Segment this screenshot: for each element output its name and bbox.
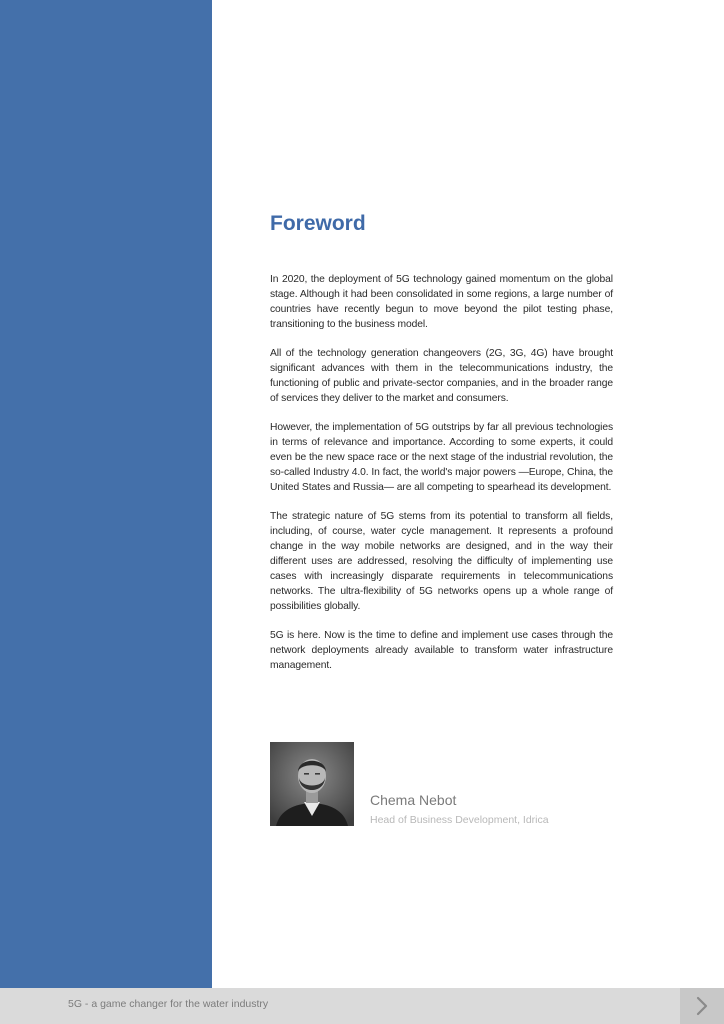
page-footer [0, 988, 724, 1024]
paragraph: However, the implementation of 5G outstrips by far all previous technologies in terms of relevance and importance. According to some experts, it could even be the new space race or the next stage of the industrial revolution, the so-called Industry 4.0. In fact, the world's major powers —Europe, China, the United States and Russia— are all competing to spearhead its development. [270, 422, 613, 493]
paragraph: In 2020, the deployment of 5G technology gained momentum on the global stage. Although it had been consolidated in some regions, a large number of countries have recently begun to move beyond the pilot testing phase, transitioning to the business model. [270, 274, 613, 330]
author-photo [270, 742, 354, 826]
chevron-right-icon [694, 996, 710, 1016]
author-role: Head of Business Development, Idrica [370, 814, 549, 826]
paragraph: All of the technology generation changeovers (2G, 3G, 4G) have brought significant advances with them in the telecommunications industry, the functioning of public and private-sector companies, and in the broader range of services they deliver to the market and consumers. [270, 348, 613, 404]
sidebar-band [0, 0, 212, 988]
paragraph: The strategic nature of 5G stems from its potential to transform all fields, including, of course, water cycle management. It represents a profound change in the way mobile networks are designed, and in the way their different uses are addressed, resolving the difficulty of implementing use cases with increasingly disparate requirements in telecommunications networks. The ultra-flexibility of 5G networks opens up a whole range of possibilities globally. [270, 511, 613, 612]
footer-title: 5G - a game changer for the water industry [68, 998, 269, 1010]
author-block [270, 742, 630, 826]
page-title: Foreword [270, 212, 366, 235]
next-page-button[interactable] [680, 988, 724, 1024]
paragraph: 5G is here. Now is the time to define and implement use cases through the network deployments already available to transform water infrastructure management. [270, 630, 613, 671]
foreword-section [270, 210, 613, 687]
author-name: Chema Nebot [370, 792, 457, 808]
foreword-body [270, 272, 613, 673]
